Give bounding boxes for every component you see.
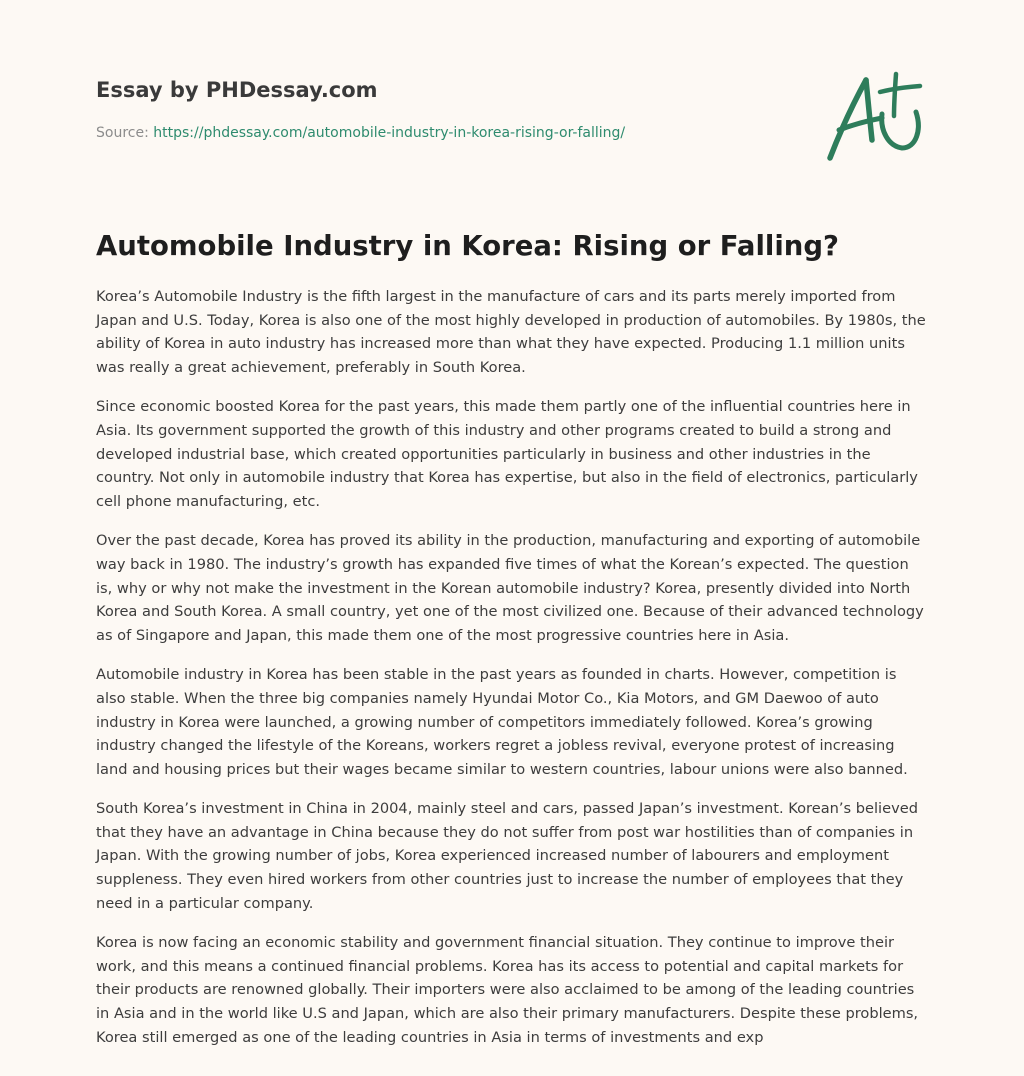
essay-paragraph: South Korea’s investment in China in 2004, mainly steel and cars, passed Japan’s investment. Korean’s believed that they have an advantage in China because they do not suffer from post war hostilities than of companies in Japan. With the growing number of jobs, Korea experienced increased number of labourers and employment suppleness. They even hired workers from other countries just to increase the number of employees that they need in a particular company. xyxy=(96,800,918,912)
source-line xyxy=(96,123,796,143)
source-link[interactable]: https://phdessay.com/automobile-industry-in-korea-rising-or-falling/ xyxy=(153,125,626,141)
essay-paragraph: Korea is now facing an economic stability and government financial situation. They continue to improve their work, and this means a continued financial problems. Korea has its access to potential and capital markets for their products are renowned globally. Their importers were also acclaimed to be among of the leading countries in Asia and in the world like U.S and Japan, which are also their primary manufacturers. Despite these problems, Korea still emerged as one of the leading countries in Asia in terms of investments and exp xyxy=(96,934,919,1046)
essay-title: Automobile Industry in Korea: Rising or Falling? xyxy=(96,230,839,262)
essay-paragraph: Automobile industry in Korea has been stable in the past years as founded in charts. However, competition is also stable. When the three big companies namely Hyundai Motor Co., Kia Motors, and GM Daewoo of auto industry in Korea were launched, a growing number of competitors immediately followed. Korea’s growing industry changed the lifestyle of the Koreans, workers regret a jobless revival, everyone protest of increasing land and housing prices but their wages became similar to western countries, labour unions were also banned. xyxy=(96,666,908,778)
source-label: Source: xyxy=(96,125,154,141)
page-header xyxy=(96,74,796,143)
essay-paragraph: Since economic boosted Korea for the past years, this made them partly one of the influential countries here in Asia. Its government supported the growth of this industry and other programs created to build a strong and developed industrial base, which created opportunities particularly in business and other industries in the country. Not only in automobile industry that Korea has expertise, but also in the field of electronics, particularly cell phone manufacturing, etc. xyxy=(96,398,918,510)
essay-paragraph: Korea’s Automobile Industry is the fifth largest in the manufacture of cars and its parts merely imported from Japan and U.S. Today, Korea is also one of the most highly developed in production of automobiles. By 1980s, the ability of Korea in auto industry has increased more than what they have expected. Producing 1.1 million units was really a great achievement, preferably in South Korea. xyxy=(96,288,926,376)
site-brand: Essay by PHDessay.com xyxy=(96,78,378,102)
a-plus-logo-icon xyxy=(822,68,926,164)
essay-paragraph: Over the past decade, Korea has proved its ability in the production, manufacturing and exporting of automobile way back in 1980. The industry’s growth has expanded five times of what the Korean’s expected. The question is, why or why not make the investment in the Korean automobile industry? Korea, presently divided into North Korea and South Korea. A small country, yet one of the most civilized one. Because of their advanced technology as of Singapore and Japan, this made them one of the most progressive countries here in Asia. xyxy=(96,532,924,644)
essay-body xyxy=(96,285,928,1065)
